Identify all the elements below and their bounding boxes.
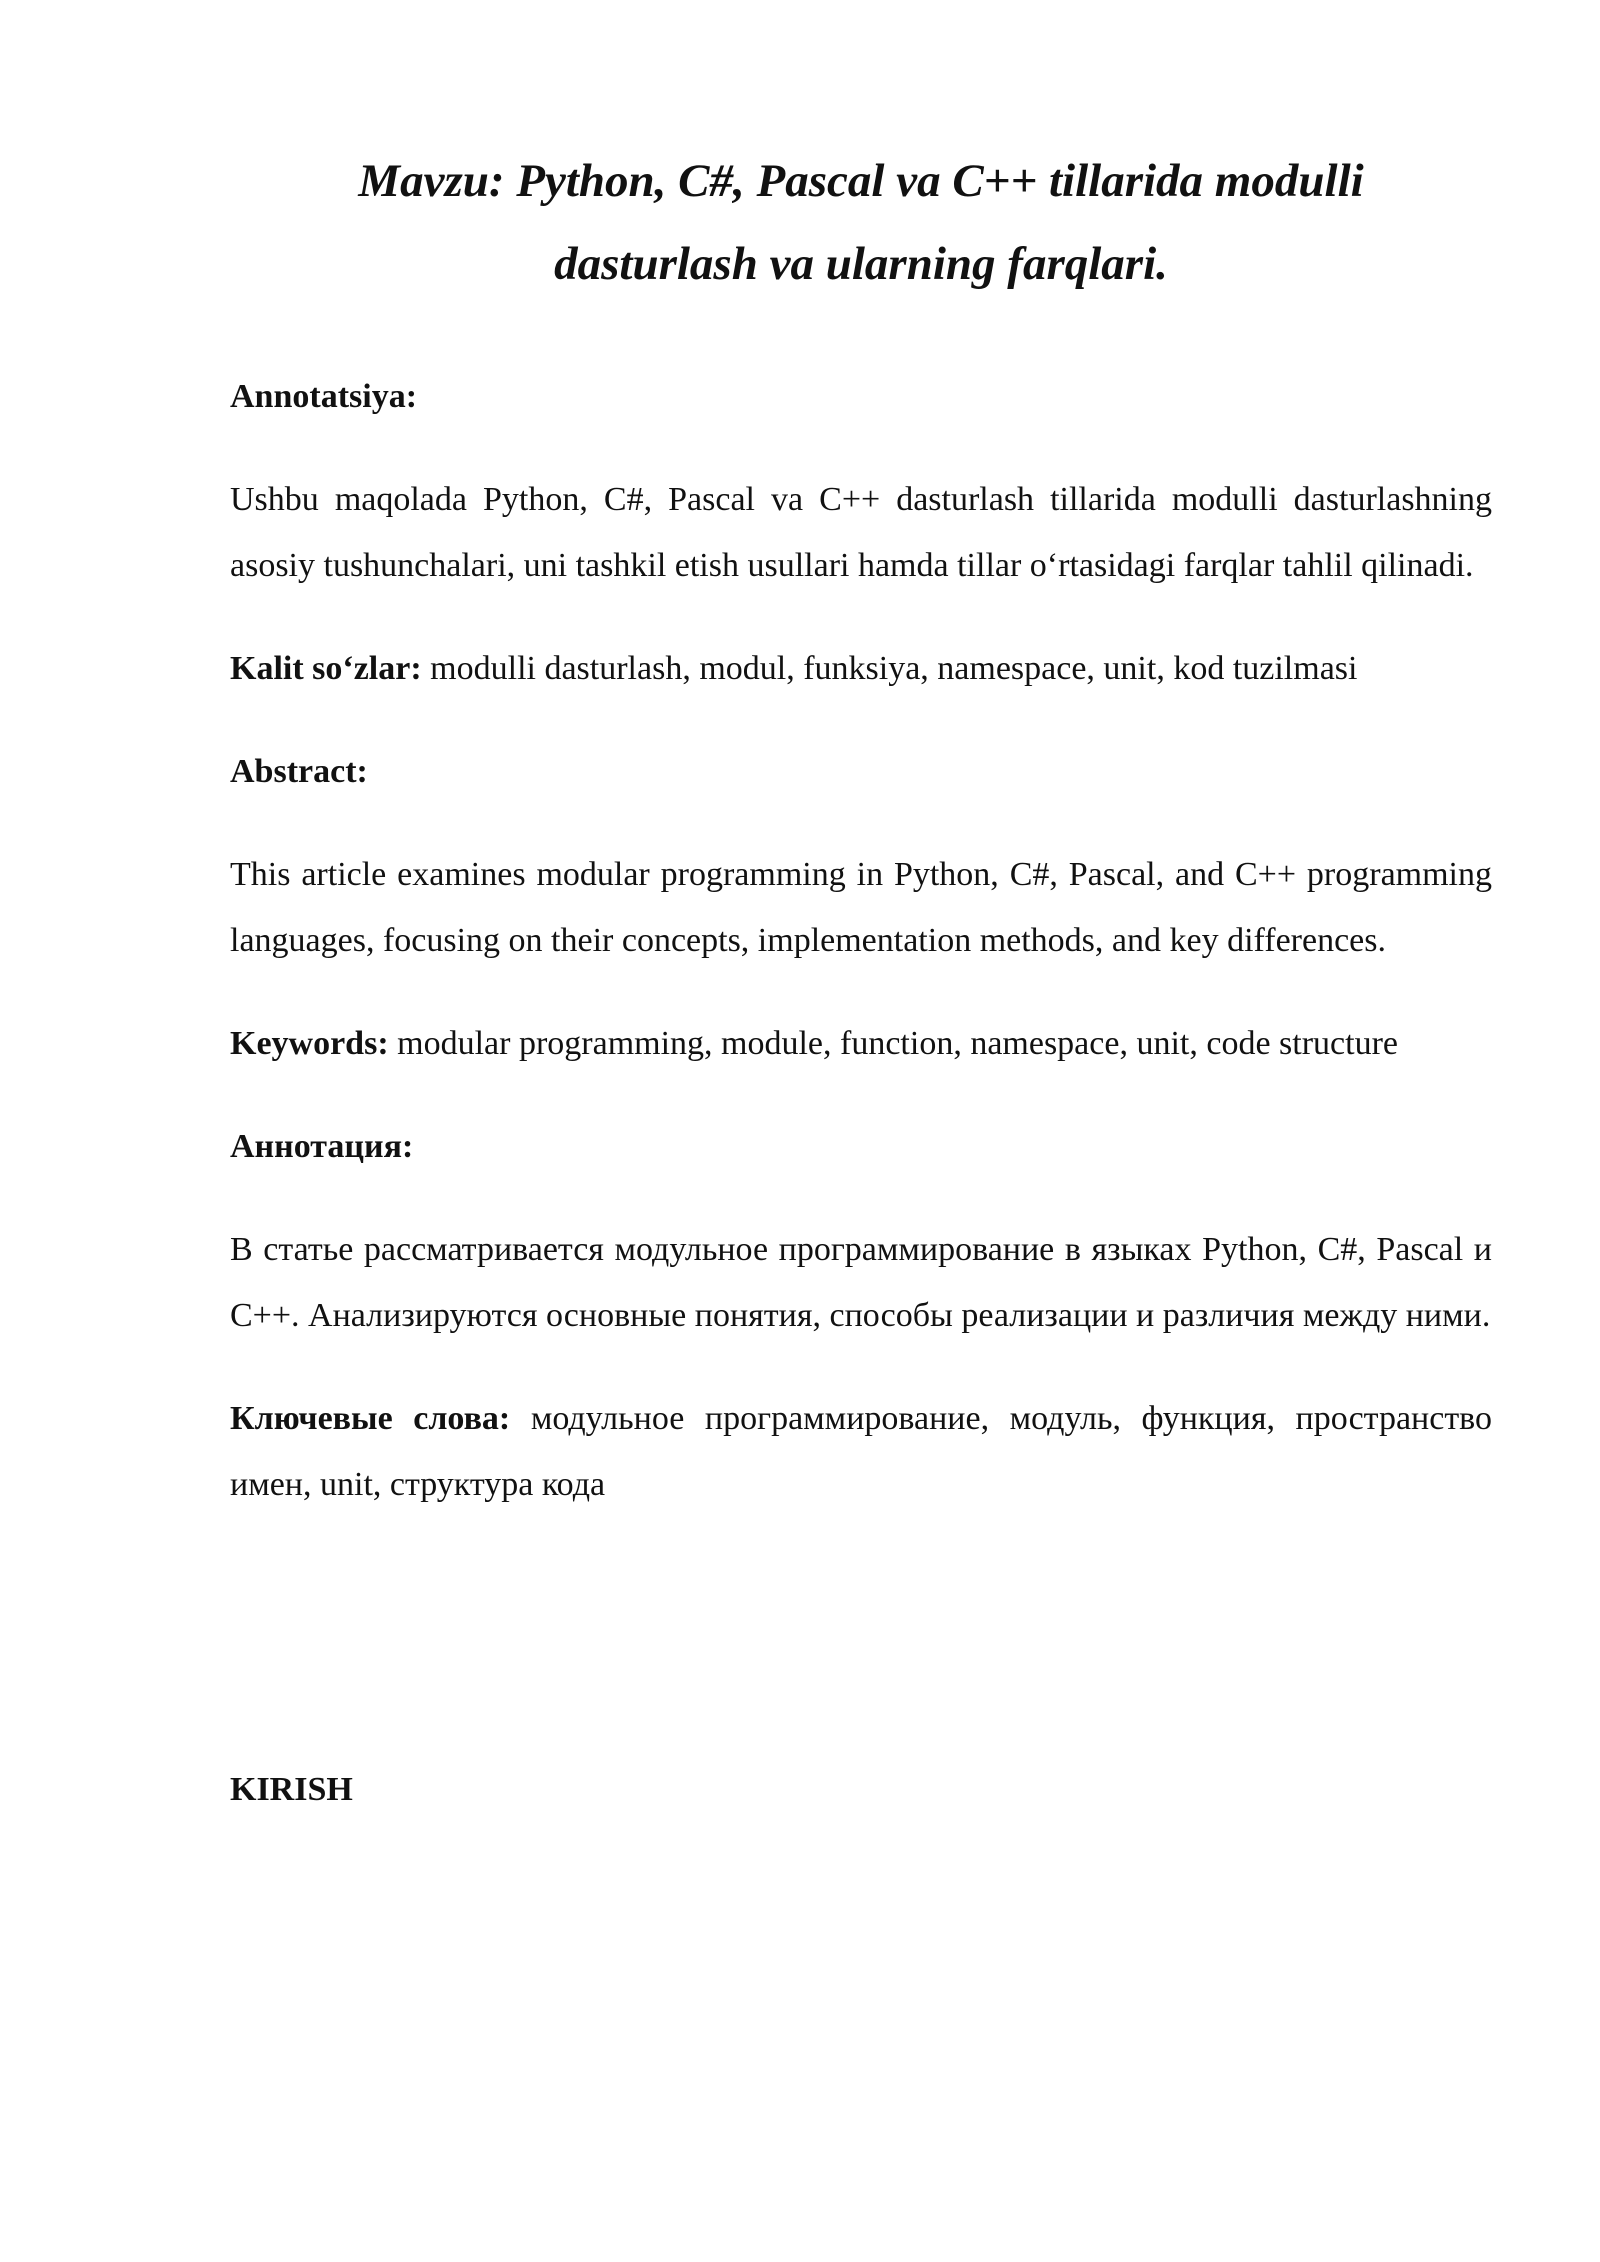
kalit-sozlar-label: Kalit so‘zlar: [230, 650, 422, 687]
section-spacer [230, 1555, 1492, 1757]
article-title-line-2: dasturlash va ularning farqlari. [554, 238, 1168, 290]
page-content [230, 140, 1492, 1860]
klyuchevye-slova-label: Ключевые слова: [230, 1400, 511, 1437]
annotatsiya-text: Ushbu maqolada Python, C#, Pascal va C++ dasturlash tillarida modulli dasturlashning asosiy tushunchalari, uni tashkil etish usullari hamda tillar o‘rtasidagi farqlar tahlil qilinadi. [230, 481, 1492, 584]
annotatsiya-heading: Annotatsiya: [230, 378, 418, 415]
kalit-sozlar-text: modulli dasturlash, modul, funksiya, namespace, unit, kod tuzilmasi [421, 650, 1358, 687]
kirish-heading: KIRISH [230, 1771, 353, 1808]
keywords-label: Keywords: [230, 1025, 389, 1062]
abstract-text: This article examines modular programming in Python, C#, Pascal, and C++ programming languages, focusing on their concepts, implementation methods, and key differences. [230, 856, 1492, 959]
article-title [230, 140, 1492, 306]
article-title-line-1: Mavzu: Python, C#, Pascal va C++ tillarida modulli [358, 155, 1364, 207]
annotaciya-ru-text: В статье рассматривается модульное программирование в языках Python, C#, Pascal и C++. Анализируются основные понятия, способы реализации и различия между ними. [230, 1231, 1492, 1334]
kalit-sozlar-paragraph [230, 636, 1492, 702]
annotaciya-ru-heading: Аннотация: [230, 1128, 414, 1165]
abstract-heading: Abstract: [230, 753, 368, 790]
keywords-text: modular programming, module, function, namespace, unit, code structure [388, 1025, 1398, 1062]
klyuchevye-slova-paragraph [230, 1386, 1492, 1518]
klyuchevye-slova-text: модульное программирование, модуль, функция, пространство имен, unit, структура кода [230, 1400, 1492, 1503]
keywords-paragraph [230, 1011, 1492, 1077]
